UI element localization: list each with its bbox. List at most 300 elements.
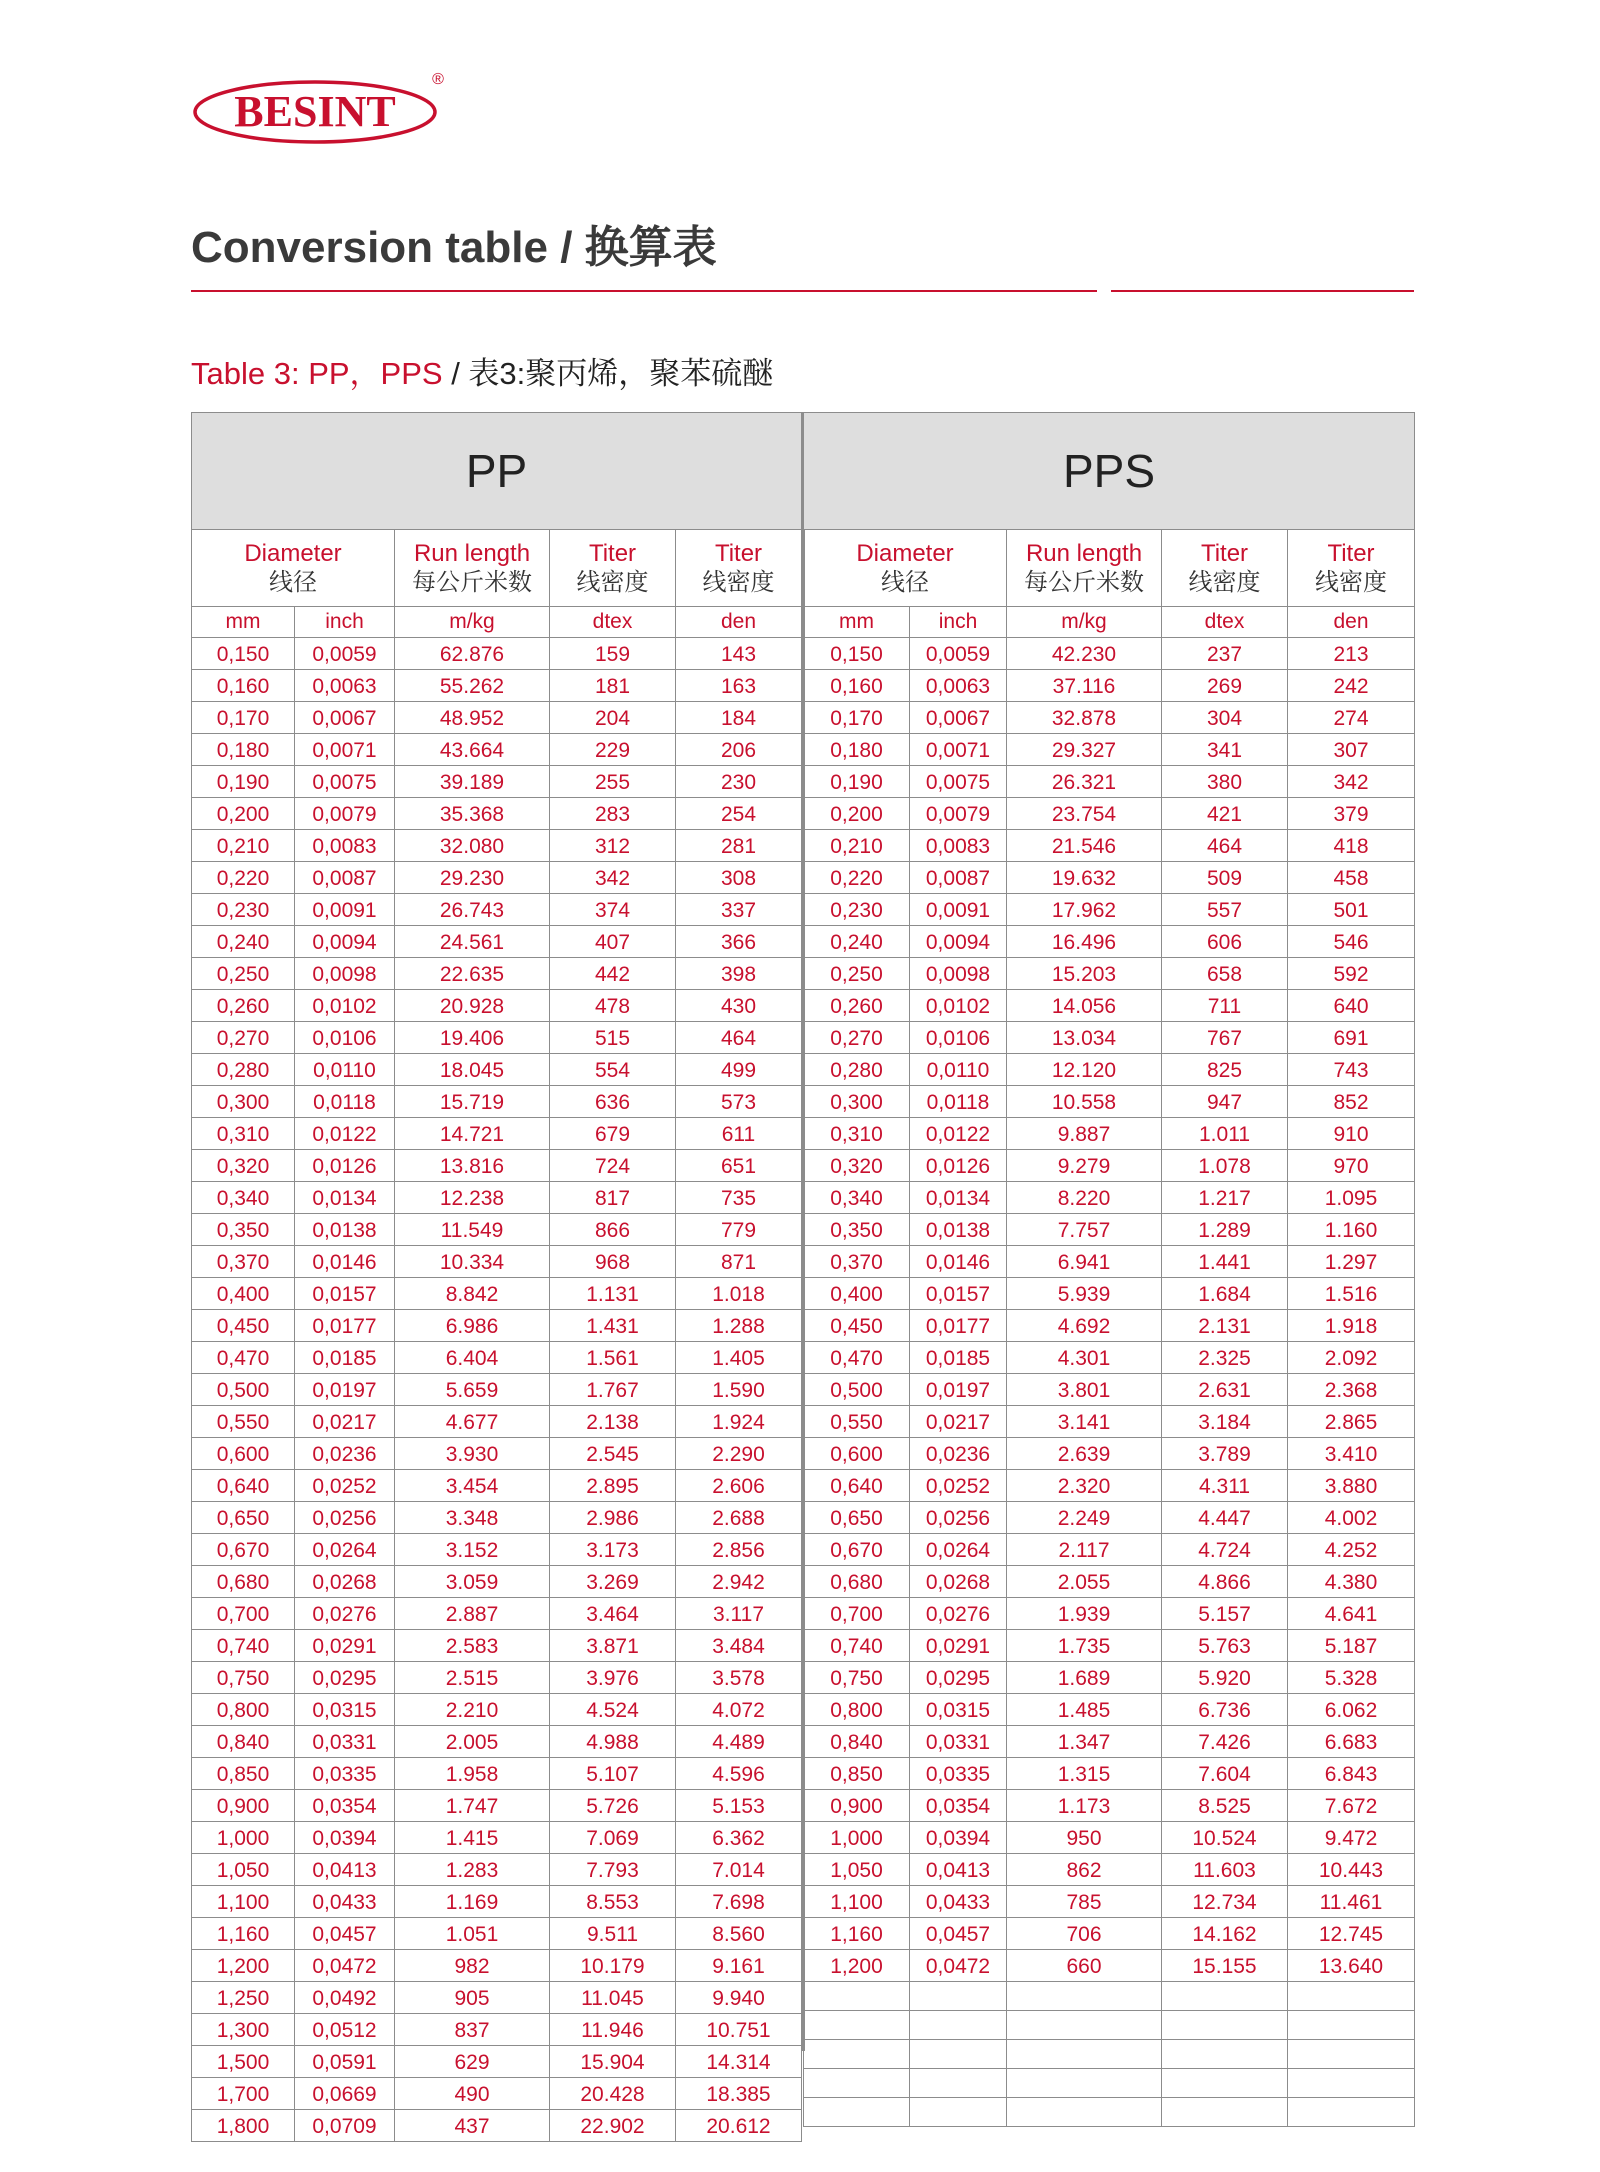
pps-cell-dtex: 2.325 — [1162, 1342, 1288, 1374]
pp-cell-inch: 0,0098 — [295, 958, 395, 990]
pps-cell-den: 242 — [1288, 670, 1415, 702]
pp-table-row — [192, 1918, 802, 1950]
pp-cell-mm: 0,300 — [192, 1086, 295, 1118]
pps-cell-inch — [910, 1982, 1007, 2011]
pps-table-row — [804, 1374, 1415, 1406]
pps-cell-run-length — [1007, 2010, 1162, 2039]
pp-cell-den: 14.314 — [676, 2046, 802, 2078]
pp-table-row — [192, 1022, 802, 1054]
pps-cell-inch — [910, 2039, 1007, 2068]
brand-name: BESINT — [234, 87, 396, 136]
pps-cell-den: 546 — [1288, 926, 1415, 958]
pp-cell-mm: 0,740 — [192, 1630, 295, 1662]
pps-cell-den: 2.092 — [1288, 1342, 1415, 1374]
pp-table-row — [192, 1662, 802, 1694]
pps-cell-inch: 0,0118 — [910, 1086, 1007, 1118]
pps-cell-mm: 1,050 — [804, 1854, 910, 1886]
pps-cell-run-length: 660 — [1007, 1950, 1162, 1982]
pps-cell-den: 3.880 — [1288, 1470, 1415, 1502]
pp-cell-dtex: 374 — [550, 894, 676, 926]
pp-cell-dtex: 181 — [550, 670, 676, 702]
pp-cell-den: 1.018 — [676, 1278, 802, 1310]
pp-table-row — [192, 1694, 802, 1726]
pp-cell-inch: 0,0177 — [295, 1310, 395, 1342]
pp-cell-den: 163 — [676, 670, 802, 702]
pp-cell-dtex: 2.895 — [550, 1470, 676, 1502]
pps-cell-run-length: 29.327 — [1007, 734, 1162, 766]
pps-cell-inch: 0,0102 — [910, 990, 1007, 1022]
pps-cell-inch: 0,0394 — [910, 1822, 1007, 1854]
pp-table-row — [192, 990, 802, 1022]
pps-cell-den: 458 — [1288, 862, 1415, 894]
pps-cell-den: 970 — [1288, 1150, 1415, 1182]
pp-cell-inch: 0,0138 — [295, 1214, 395, 1246]
pps-cell-den: 13.640 — [1288, 1950, 1415, 1982]
pp-cell-dtex: 7.793 — [550, 1854, 676, 1886]
pp-table-row — [192, 1598, 802, 1630]
pp-cell-den: 9.940 — [676, 1982, 802, 2014]
pp-cell-den: 398 — [676, 958, 802, 990]
pps-cell-inch: 0,0457 — [910, 1918, 1007, 1950]
pps-cell-dtex: 2.631 — [1162, 1374, 1288, 1406]
pp-cell-dtex: 817 — [550, 1182, 676, 1214]
pp-table-row — [192, 1182, 802, 1214]
pp-cell-run-length: 11.549 — [395, 1214, 550, 1246]
pps-cell-inch: 0,0354 — [910, 1790, 1007, 1822]
pps-table-row — [804, 2010, 1415, 2039]
pps-cell-run-length: 3.141 — [1007, 1406, 1162, 1438]
pp-cell-inch: 0,0512 — [295, 2014, 395, 2046]
pps-cell-dtex: 11.603 — [1162, 1854, 1288, 1886]
pps-cell-inch: 0,0087 — [910, 862, 1007, 894]
pps-cell-mm: 1,200 — [804, 1950, 910, 1982]
pp-table-row — [192, 1054, 802, 1086]
pp-cell-inch: 0,0197 — [295, 1374, 395, 1406]
pp-cell-dtex: 2.986 — [550, 1502, 676, 1534]
pps-cell-dtex: 5.763 — [1162, 1630, 1288, 1662]
pp-table-row — [192, 1566, 802, 1598]
pps-cell-mm: 0,670 — [804, 1534, 910, 1566]
pp-cell-inch: 0,0315 — [295, 1694, 395, 1726]
pp-cell-run-length: 19.406 — [395, 1022, 550, 1054]
pp-cell-den: 573 — [676, 1086, 802, 1118]
pps-cell-dtex: 767 — [1162, 1022, 1288, 1054]
pps-header-diameter: Diameter 线径 — [804, 530, 1007, 607]
pps-cell-run-length: 1.315 — [1007, 1758, 1162, 1790]
pp-cell-run-length: 4.677 — [395, 1406, 550, 1438]
pp-cell-mm: 0,180 — [192, 734, 295, 766]
pp-cell-inch: 0,0335 — [295, 1758, 395, 1790]
pps-cell-den — [1288, 2010, 1415, 2039]
pp-cell-dtex: 478 — [550, 990, 676, 1022]
pps-cell-run-length: 3.801 — [1007, 1374, 1162, 1406]
pp-cell-den: 4.072 — [676, 1694, 802, 1726]
pp-cell-dtex: 7.069 — [550, 1822, 676, 1854]
pps-cell-inch: 0,0138 — [910, 1214, 1007, 1246]
pps-cell-den: 2.865 — [1288, 1406, 1415, 1438]
pps-cell-run-length: 26.321 — [1007, 766, 1162, 798]
pp-table-row — [192, 1950, 802, 1982]
pp-cell-run-length: 1.283 — [395, 1854, 550, 1886]
pp-cell-run-length: 837 — [395, 2014, 550, 2046]
pp-cell-run-length: 22.635 — [395, 958, 550, 990]
pp-header-diameter: Diameter 线径 — [192, 530, 395, 607]
pps-cell-inch: 0,0413 — [910, 1854, 1007, 1886]
pp-cell-mm: 0,850 — [192, 1758, 295, 1790]
pps-table-wrap — [803, 412, 1415, 2127]
pps-cell-den: 6.683 — [1288, 1726, 1415, 1758]
pps-cell-mm: 0,600 — [804, 1438, 910, 1470]
pps-cell-dtex: 4.866 — [1162, 1566, 1288, 1598]
pp-table-row — [192, 766, 802, 798]
pp-cell-mm: 1,800 — [192, 2110, 295, 2142]
pps-table-row — [804, 1342, 1415, 1374]
pps-cell-dtex: 658 — [1162, 958, 1288, 990]
pp-header-run-length: Run length 每公斤米数 — [395, 530, 550, 607]
besint-logo-graphic — [190, 62, 455, 152]
pps-cell-inch: 0,0433 — [910, 1886, 1007, 1918]
registered-mark: ® — [432, 71, 444, 88]
pps-cell-den — [1288, 2068, 1415, 2097]
pps-cell-mm: 0,190 — [804, 766, 910, 798]
pps-cell-dtex: 8.525 — [1162, 1790, 1288, 1822]
pps-cell-run-length: 2.055 — [1007, 1566, 1162, 1598]
pp-cell-den: 308 — [676, 862, 802, 894]
pps-cell-run-length: 19.632 — [1007, 862, 1162, 894]
pps-cell-run-length: 7.757 — [1007, 1214, 1162, 1246]
pps-cell-run-length: 15.203 — [1007, 958, 1162, 990]
pp-cell-run-length: 2.583 — [395, 1630, 550, 1662]
pps-table-row — [804, 1854, 1415, 1886]
pps-cell-dtex: 1.078 — [1162, 1150, 1288, 1182]
pp-cell-dtex: 8.553 — [550, 1886, 676, 1918]
pps-cell-run-length: 8.220 — [1007, 1182, 1162, 1214]
pp-cell-inch: 0,0134 — [295, 1182, 395, 1214]
pps-table-title: PPS — [804, 413, 1415, 530]
pps-cell-mm: 1,100 — [804, 1886, 910, 1918]
pps-cell-inch: 0,0331 — [910, 1726, 1007, 1758]
pps-cell-mm: 0,240 — [804, 926, 910, 958]
pps-table-row — [804, 1630, 1415, 1662]
pps-cell-den: 743 — [1288, 1054, 1415, 1086]
pps-table-row — [804, 1278, 1415, 1310]
pp-cell-run-length: 8.842 — [395, 1278, 550, 1310]
pp-cell-dtex: 679 — [550, 1118, 676, 1150]
pp-table-row — [192, 2046, 802, 2078]
pps-cell-run-length — [1007, 2068, 1162, 2097]
pps-table-row — [804, 798, 1415, 830]
pp-cell-dtex: 11.946 — [550, 2014, 676, 2046]
pp-cell-run-length: 3.152 — [395, 1534, 550, 1566]
pp-cell-run-length: 24.561 — [395, 926, 550, 958]
pps-cell-dtex — [1162, 2039, 1288, 2068]
pp-table-row — [192, 1310, 802, 1342]
pps-cell-inch: 0,0110 — [910, 1054, 1007, 1086]
pp-cell-run-length: 6.986 — [395, 1310, 550, 1342]
pp-table-row — [192, 734, 802, 766]
pp-table-row — [192, 1214, 802, 1246]
pp-cell-den: 1.288 — [676, 1310, 802, 1342]
pp-cell-inch: 0,0079 — [295, 798, 395, 830]
pps-table-row — [804, 1886, 1415, 1918]
pps-cell-inch: 0,0185 — [910, 1342, 1007, 1374]
pps-cell-mm: 0,700 — [804, 1598, 910, 1630]
pp-cell-inch: 0,0472 — [295, 1950, 395, 1982]
pps-cell-mm: 0,900 — [804, 1790, 910, 1822]
pps-header-titer-den: Titer 线密度 — [1288, 530, 1415, 607]
pp-cell-inch: 0,0669 — [295, 2078, 395, 2110]
pp-table-row — [192, 702, 802, 734]
pp-cell-inch: 0,0433 — [295, 1886, 395, 1918]
pp-cell-dtex: 3.976 — [550, 1662, 676, 1694]
pp-cell-inch: 0,0071 — [295, 734, 395, 766]
pps-cell-mm: 0,500 — [804, 1374, 910, 1406]
pp-cell-run-length: 43.664 — [395, 734, 550, 766]
pp-cell-run-length: 490 — [395, 2078, 550, 2110]
pp-cell-mm: 1,050 — [192, 1854, 295, 1886]
pp-cell-run-length: 2.210 — [395, 1694, 550, 1726]
pp-cell-den: 7.014 — [676, 1854, 802, 1886]
pps-cell-dtex: 7.604 — [1162, 1758, 1288, 1790]
pp-cell-mm: 1,200 — [192, 1950, 295, 1982]
pps-cell-mm: 0,160 — [804, 670, 910, 702]
pps-cell-inch: 0,0236 — [910, 1438, 1007, 1470]
pp-cell-mm: 0,200 — [192, 798, 295, 830]
pp-cell-mm: 0,150 — [192, 638, 295, 670]
title-rule-left — [191, 290, 1097, 292]
pps-cell-inch: 0,0217 — [910, 1406, 1007, 1438]
pp-cell-run-length: 3.930 — [395, 1438, 550, 1470]
pps-cell-den: 5.328 — [1288, 1662, 1415, 1694]
pp-cell-run-length: 3.348 — [395, 1502, 550, 1534]
pps-table-row — [804, 1054, 1415, 1086]
pp-cell-dtex: 5.726 — [550, 1790, 676, 1822]
pp-cell-mm: 0,160 — [192, 670, 295, 702]
pp-cell-mm: 0,680 — [192, 1566, 295, 1598]
pp-table-row — [192, 1726, 802, 1758]
pp-cell-inch: 0,0709 — [295, 2110, 395, 2142]
pp-cell-den: 611 — [676, 1118, 802, 1150]
pps-cell-inch: 0,0291 — [910, 1630, 1007, 1662]
pp-cell-mm: 1,300 — [192, 2014, 295, 2046]
pps-cell-inch: 0,0197 — [910, 1374, 1007, 1406]
pps-table-row — [804, 1982, 1415, 2011]
pp-cell-den: 4.489 — [676, 1726, 802, 1758]
pps-cell-dtex: 237 — [1162, 638, 1288, 670]
pps-cell-den — [1288, 2039, 1415, 2068]
pps-cell-den: 1.095 — [1288, 1182, 1415, 1214]
pp-cell-den: 8.560 — [676, 1918, 802, 1950]
pp-cell-den: 337 — [676, 894, 802, 926]
pps-cell-inch: 0,0335 — [910, 1758, 1007, 1790]
pps-cell-mm: 0,750 — [804, 1662, 910, 1694]
pps-cell-den: 307 — [1288, 734, 1415, 766]
pp-cell-mm: 0,190 — [192, 766, 295, 798]
pp-cell-dtex: 515 — [550, 1022, 676, 1054]
pps-cell-mm: 0,800 — [804, 1694, 910, 1726]
pp-table-row — [192, 958, 802, 990]
pps-cell-dtex: 557 — [1162, 894, 1288, 926]
pps-cell-den: 592 — [1288, 958, 1415, 990]
pps-cell-dtex: 4.311 — [1162, 1470, 1288, 1502]
caption-en: Table 3: PP，PPS — [191, 356, 443, 391]
pp-cell-den: 9.161 — [676, 1950, 802, 1982]
pp-cell-dtex: 5.107 — [550, 1758, 676, 1790]
pp-cell-mm: 0,340 — [192, 1182, 295, 1214]
pps-table-row — [804, 2039, 1415, 2068]
pps-cell-run-length: 1.939 — [1007, 1598, 1162, 1630]
pps-cell-inch: 0,0106 — [910, 1022, 1007, 1054]
pp-cell-mm: 0,350 — [192, 1214, 295, 1246]
pps-cell-dtex: 421 — [1162, 798, 1288, 830]
pps-unit-den: den — [1288, 607, 1415, 638]
pps-cell-mm — [804, 1982, 910, 2011]
pp-cell-inch: 0,0354 — [295, 1790, 395, 1822]
pps-table-row — [804, 1246, 1415, 1278]
pps-cell-inch: 0,0059 — [910, 638, 1007, 670]
pps-table-row — [804, 958, 1415, 990]
pp-cell-mm: 0,320 — [192, 1150, 295, 1182]
pps-cell-dtex: 1.217 — [1162, 1182, 1288, 1214]
pps-cell-dtex: 464 — [1162, 830, 1288, 862]
pps-cell-den: 852 — [1288, 1086, 1415, 1118]
pp-cell-inch: 0,0413 — [295, 1854, 395, 1886]
pps-cell-den: 6.843 — [1288, 1758, 1415, 1790]
pp-table-row — [192, 926, 802, 958]
pps-cell-mm: 0,230 — [804, 894, 910, 926]
pp-cell-dtex: 2.138 — [550, 1406, 676, 1438]
pps-table — [803, 412, 1415, 2127]
pps-table-row — [804, 990, 1415, 1022]
pp-cell-dtex: 968 — [550, 1246, 676, 1278]
pps-table-row — [804, 1438, 1415, 1470]
pps-table-row — [804, 734, 1415, 766]
pps-cell-inch — [910, 2068, 1007, 2097]
pp-header-titer-den: Titer 线密度 — [676, 530, 802, 607]
pps-cell-run-length — [1007, 2039, 1162, 2068]
pps-cell-mm: 0,340 — [804, 1182, 910, 1214]
pp-cell-mm: 0,500 — [192, 1374, 295, 1406]
pps-cell-dtex: 15.155 — [1162, 1950, 1288, 1982]
pp-table-row — [192, 1278, 802, 1310]
pp-cell-run-length: 29.230 — [395, 862, 550, 894]
pps-table-row — [804, 926, 1415, 958]
pps-cell-den: 4.380 — [1288, 1566, 1415, 1598]
pps-cell-mm: 0,220 — [804, 862, 910, 894]
pps-cell-dtex: 341 — [1162, 734, 1288, 766]
pps-cell-run-length: 9.887 — [1007, 1118, 1162, 1150]
pps-cell-dtex — [1162, 2097, 1288, 2126]
pps-table-row — [804, 2097, 1415, 2126]
pps-cell-mm: 0,680 — [804, 1566, 910, 1598]
pps-cell-mm: 0,740 — [804, 1630, 910, 1662]
pp-cell-inch: 0,0157 — [295, 1278, 395, 1310]
pps-table-row — [804, 830, 1415, 862]
pp-cell-inch: 0,0122 — [295, 1118, 395, 1150]
pp-cell-inch: 0,0217 — [295, 1406, 395, 1438]
pp-cell-inch: 0,0331 — [295, 1726, 395, 1758]
pps-table-row — [804, 766, 1415, 798]
pps-unit-dtex: dtex — [1162, 607, 1288, 638]
pp-cell-inch: 0,0256 — [295, 1502, 395, 1534]
pps-cell-mm: 0,270 — [804, 1022, 910, 1054]
pps-cell-run-length: 23.754 — [1007, 798, 1162, 830]
pp-table-row — [192, 1822, 802, 1854]
pp-cell-dtex: 1.131 — [550, 1278, 676, 1310]
pp-cell-mm: 0,250 — [192, 958, 295, 990]
pps-cell-dtex: 4.724 — [1162, 1534, 1288, 1566]
pp-cell-den: 1.405 — [676, 1342, 802, 1374]
pps-cell-den: 4.252 — [1288, 1534, 1415, 1566]
pp-cell-run-length: 3.454 — [395, 1470, 550, 1502]
pps-table-row — [804, 1470, 1415, 1502]
pps-cell-run-length: 32.878 — [1007, 702, 1162, 734]
pps-cell-dtex: 5.157 — [1162, 1598, 1288, 1630]
pp-table-row — [192, 798, 802, 830]
pp-table-row — [192, 1758, 802, 1790]
pps-cell-den: 9.472 — [1288, 1822, 1415, 1854]
pp-cell-mm: 1,160 — [192, 1918, 295, 1950]
pps-cell-den: 4.641 — [1288, 1598, 1415, 1630]
pps-table-row — [804, 1758, 1415, 1790]
pps-cell-den: 5.187 — [1288, 1630, 1415, 1662]
pp-cell-den: 206 — [676, 734, 802, 766]
pp-table-row — [192, 1886, 802, 1918]
pp-cell-dtex: 2.545 — [550, 1438, 676, 1470]
pps-cell-inch: 0,0146 — [910, 1246, 1007, 1278]
pps-cell-inch: 0,0063 — [910, 670, 1007, 702]
pps-table-row — [804, 1598, 1415, 1630]
pp-cell-run-length: 1.747 — [395, 1790, 550, 1822]
pps-cell-den: 1.516 — [1288, 1278, 1415, 1310]
pps-cell-inch: 0,0071 — [910, 734, 1007, 766]
pp-cell-run-length: 55.262 — [395, 670, 550, 702]
pps-cell-dtex: 380 — [1162, 766, 1288, 798]
pp-cell-den: 184 — [676, 702, 802, 734]
pp-table-row — [192, 2078, 802, 2110]
pps-table-row — [804, 1182, 1415, 1214]
pp-table-row — [192, 1118, 802, 1150]
pp-cell-dtex: 4.524 — [550, 1694, 676, 1726]
pps-cell-run-length: 13.034 — [1007, 1022, 1162, 1054]
pps-table-row — [804, 1214, 1415, 1246]
pps-cell-inch: 0,0268 — [910, 1566, 1007, 1598]
pp-cell-dtex: 724 — [550, 1150, 676, 1182]
pp-cell-run-length: 1.169 — [395, 1886, 550, 1918]
pps-cell-inch: 0,0079 — [910, 798, 1007, 830]
pps-table-row — [804, 1022, 1415, 1054]
pps-cell-inch: 0,0094 — [910, 926, 1007, 958]
pp-table-row — [192, 1150, 802, 1182]
pp-cell-dtex: 11.045 — [550, 1982, 676, 2014]
pps-cell-mm: 0,470 — [804, 1342, 910, 1374]
pp-cell-dtex: 554 — [550, 1054, 676, 1086]
pps-cell-mm: 0,310 — [804, 1118, 910, 1150]
pps-cell-run-length: 17.962 — [1007, 894, 1162, 926]
pp-cell-dtex: 1.767 — [550, 1374, 676, 1406]
pp-cell-run-length: 905 — [395, 1982, 550, 2014]
pp-cell-den: 779 — [676, 1214, 802, 1246]
pp-table-row — [192, 1246, 802, 1278]
pps-cell-inch: 0,0134 — [910, 1182, 1007, 1214]
pps-cell-dtex: 2.131 — [1162, 1310, 1288, 1342]
pp-cell-dtex: 10.179 — [550, 1950, 676, 1982]
pps-table-row — [804, 670, 1415, 702]
page-title: Conversion table / 换算表 — [191, 223, 717, 272]
pp-cell-run-length: 13.816 — [395, 1150, 550, 1182]
pps-cell-run-length: 2.249 — [1007, 1502, 1162, 1534]
pp-cell-dtex: 1.561 — [550, 1342, 676, 1374]
